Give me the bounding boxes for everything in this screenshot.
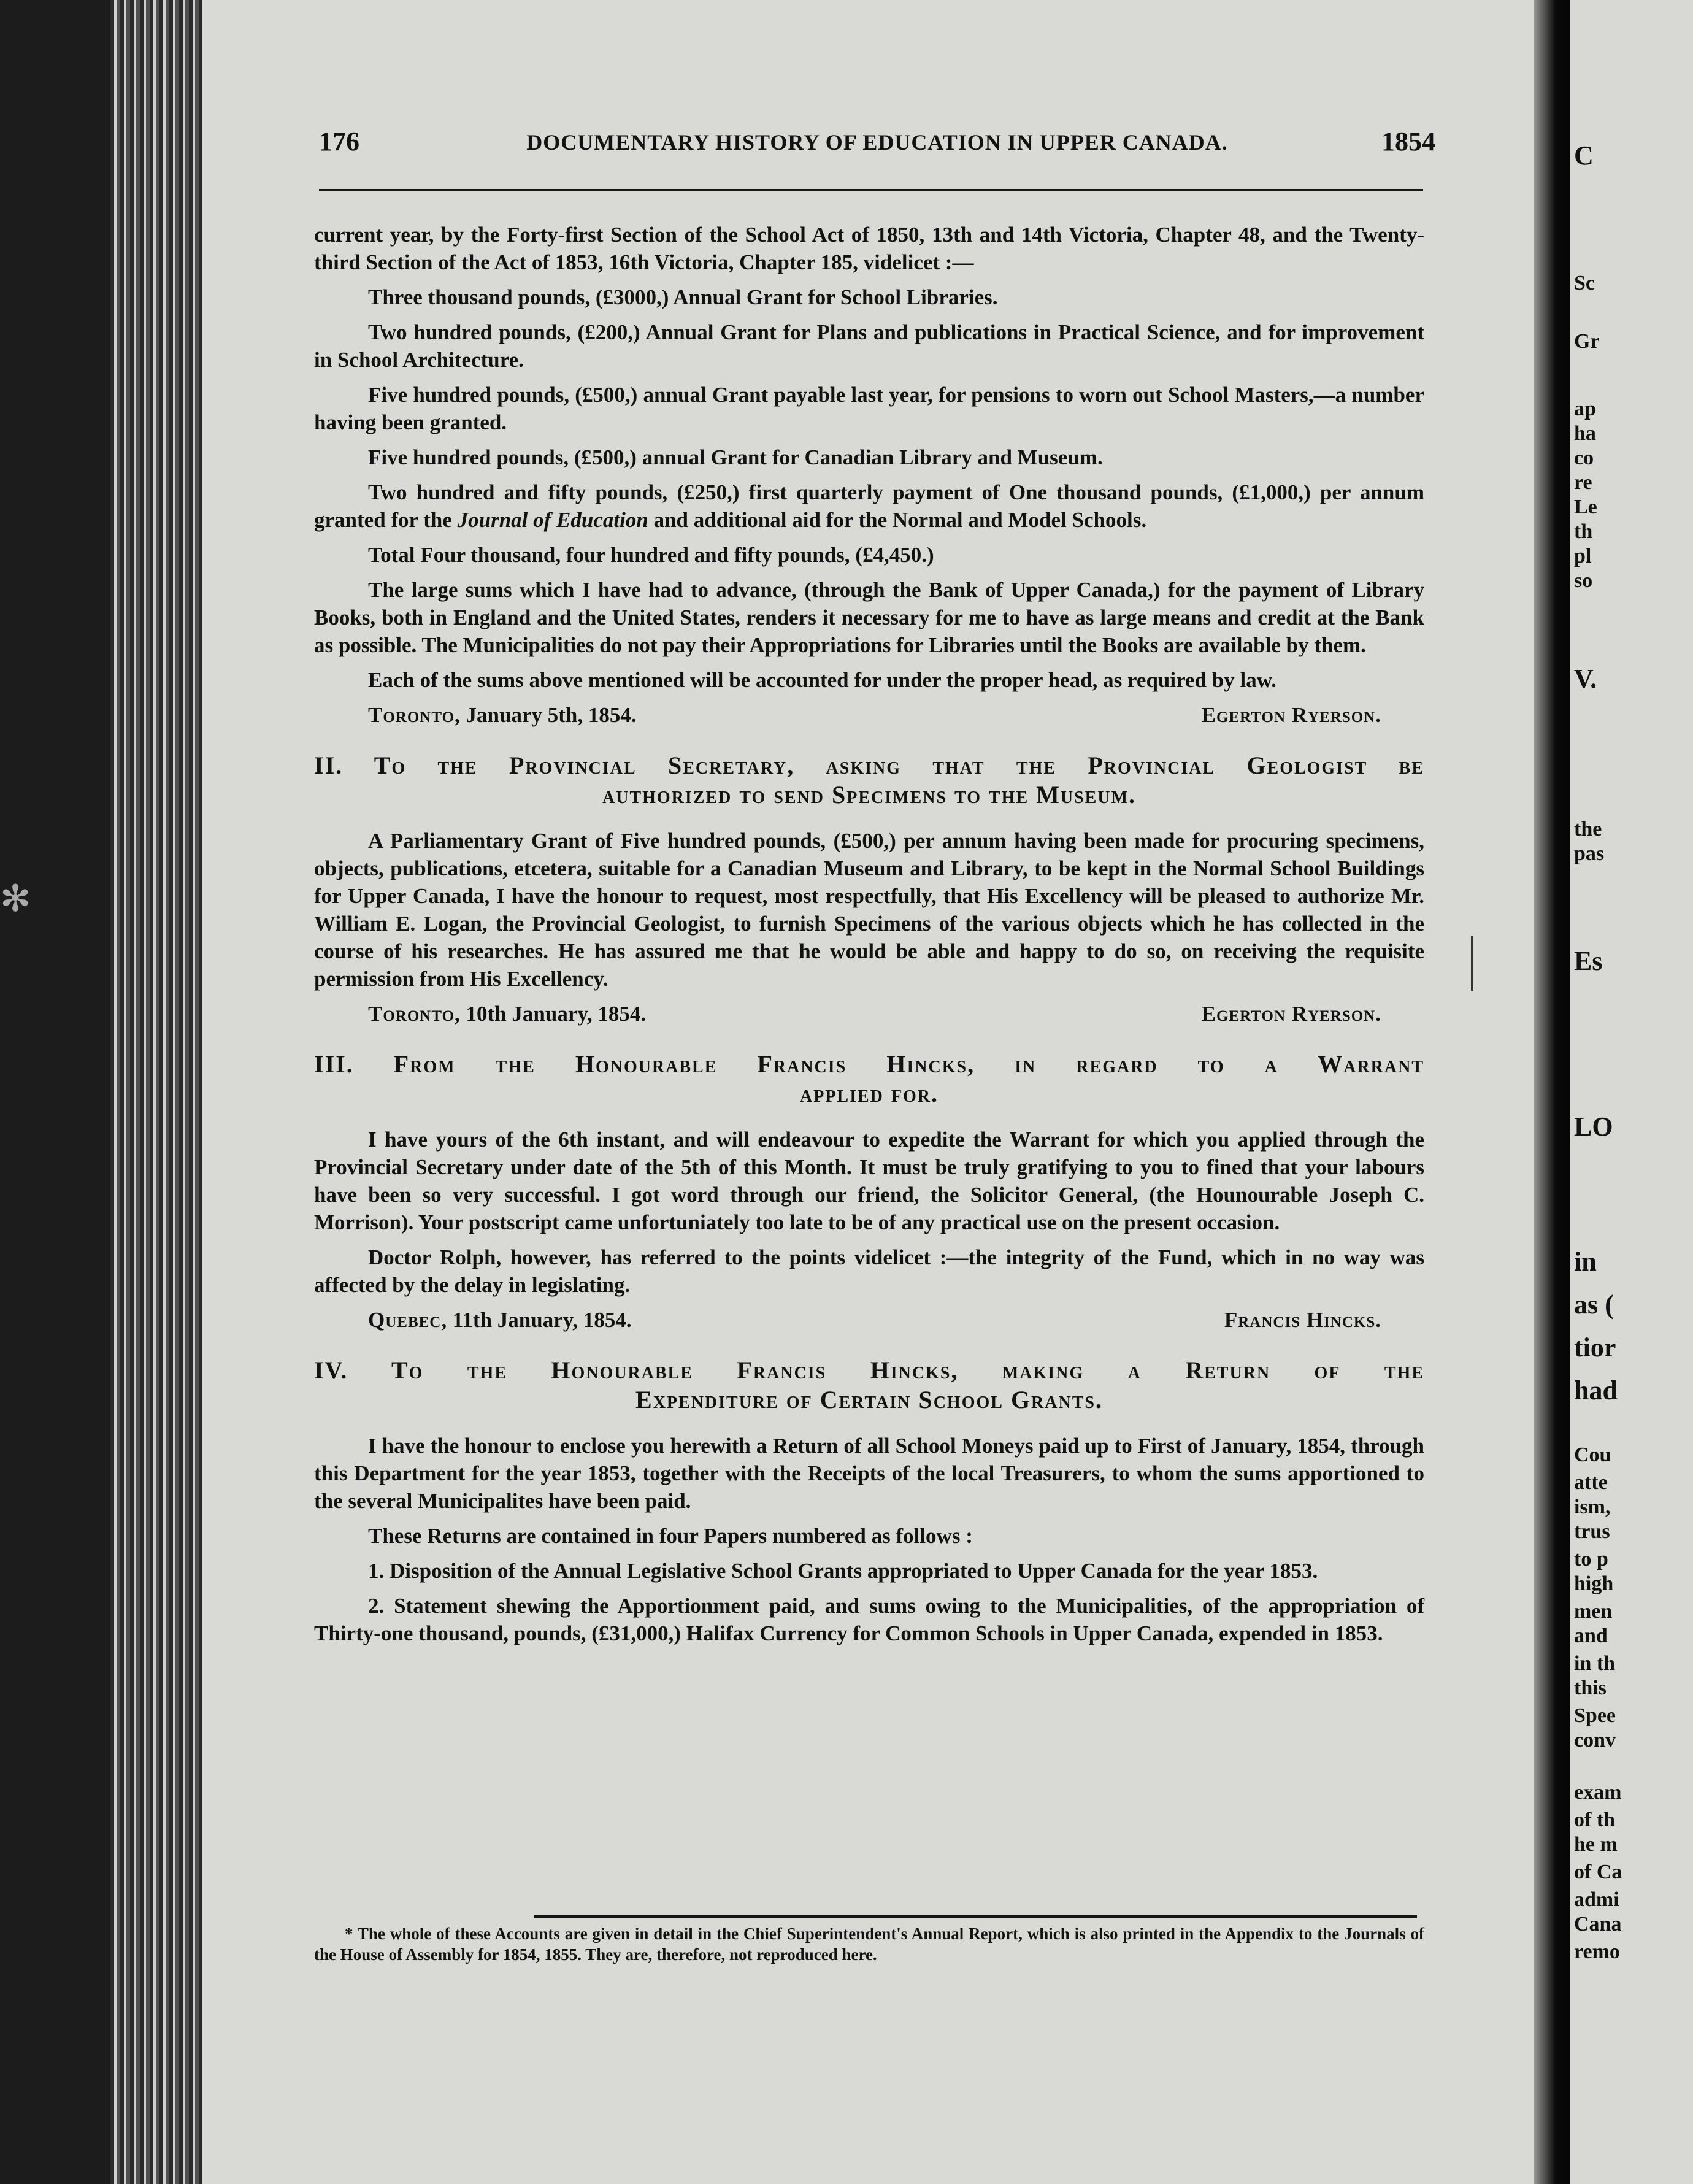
fragment-text: high bbox=[1574, 1572, 1614, 1595]
fragment-text: ha bbox=[1574, 422, 1596, 445]
fragment-text: trus bbox=[1574, 1520, 1610, 1543]
section-heading bbox=[314, 1050, 1424, 1109]
fragment-text: pl bbox=[1574, 545, 1592, 567]
journal-title: Journal of Education bbox=[457, 508, 648, 532]
page-number: 176 bbox=[319, 126, 359, 156]
paragraph: A Parliamentary Grant of Five hundred pounds, (£500,) per annum having been made for procuring specimens, objects, publications, etcetera, suitable for a Canadian Museum and Library, to be kept in the Normal School Buildings for Upper Canada, I have the honour to request, most respectfully, that His Excellency will be pleased to authorize Mr. William E. Logan, the Provincial Geologist, to furnish Specimens of the various objects which he has collected in the course of his researches. He has assured me that he would be able and happy to do so, on receiving the requisite permission from His Excellency. bbox=[314, 829, 1424, 991]
fragment-text: C bbox=[1574, 140, 1594, 171]
adjacent-page-fragment bbox=[1570, 0, 1693, 2184]
fragment-text: of Ca bbox=[1574, 1861, 1622, 1883]
text-run: Two hundred and fifty pounds, (£250,) first quarterly payment of One thousand pounds, (£1,000,) per annum granted for the bbox=[314, 480, 1424, 532]
fragment-text: ap bbox=[1574, 398, 1596, 420]
dateline bbox=[368, 1000, 646, 1028]
fragment-text: pas bbox=[1574, 842, 1605, 865]
text-run: and additional aid for the Normal and Model Schools. bbox=[648, 508, 1147, 532]
fragment-text: so bbox=[1574, 569, 1593, 592]
fragment-text: and bbox=[1574, 1625, 1608, 1647]
fragment-text: remo bbox=[1574, 1940, 1620, 1963]
paragraph: These Returns are contained in four Papers numbered as follows : bbox=[368, 1524, 973, 1548]
fragment-text: re bbox=[1574, 471, 1592, 494]
grant-item: Three thousand pounds, (£3000,) Annual Grant for School Libraries. bbox=[368, 285, 998, 309]
fragment-text: as ( bbox=[1574, 1290, 1614, 1320]
signatory: Egerton Ryerson. bbox=[1201, 1002, 1381, 1026]
fragment-text: Cana bbox=[1574, 1913, 1622, 1936]
grant-item: Five hundred pounds, (£500,) annual Grant payable last year, for pensions to worn out School Masters,—a number having been granted. bbox=[314, 383, 1424, 434]
heading-line: applied for. bbox=[800, 1080, 939, 1107]
list-item: 1. Disposition of the Annual Legislative School Grants appropriated to Upper Canada for the year 1853. bbox=[368, 1559, 1318, 1583]
fragment-text: V. bbox=[1574, 664, 1597, 694]
fragment-text: men bbox=[1574, 1600, 1613, 1623]
paragraph: Each of the sums above mentioned will be accounted for under the proper head, as required by law. bbox=[368, 668, 1276, 692]
heading-line: Expenditure of Certain School Grants. bbox=[635, 1386, 1103, 1413]
fragment-text: Sc bbox=[1574, 272, 1595, 294]
dateline bbox=[368, 1306, 632, 1334]
grant-total: Total Four thousand, four hundred and fifty pounds, (£4,450.) bbox=[368, 543, 934, 567]
fragment-text: tior bbox=[1574, 1332, 1616, 1363]
date: 11th January, 1854. bbox=[447, 1308, 632, 1332]
document-body bbox=[314, 221, 1424, 1655]
dateline bbox=[368, 701, 637, 729]
date: 10th January, 1854. bbox=[460, 1002, 647, 1026]
paragraph: The large sums which I have had to advance, (through the Bank of Upper Canada,) for the payment of Library Books, both in England and the United States, renders it necessary for me to have as large means and credit at the Bank as possible. The Municipalities do not pay their Appropriations for Libraries until the Books are available by them. bbox=[314, 578, 1424, 657]
fragment-text: LO bbox=[1574, 1112, 1613, 1142]
page-gutter bbox=[1534, 0, 1570, 2184]
fragment-text: th bbox=[1574, 520, 1593, 543]
place-name: Toronto, bbox=[368, 703, 461, 727]
fragment-text: the bbox=[1574, 818, 1602, 840]
signature-line bbox=[314, 1000, 1424, 1028]
fragment-text: co bbox=[1574, 447, 1594, 469]
signatory: Francis Hincks. bbox=[1224, 1308, 1381, 1332]
heading-line: III. From the Honourable Francis Hincks, in regard to a Warrant bbox=[314, 1050, 1424, 1078]
fragment-text: had bbox=[1574, 1375, 1618, 1405]
fragment-text: this bbox=[1574, 1677, 1607, 1699]
signature-line bbox=[314, 701, 1424, 729]
signature-line bbox=[314, 1306, 1424, 1334]
grant-item: Two hundred pounds, (£200,) Annual Grant for Plans and publications in Practical Science, and for improvement in School Architecture. bbox=[314, 320, 1424, 372]
fragment-text: ism, bbox=[1574, 1496, 1611, 1518]
header-rule bbox=[319, 189, 1423, 191]
fragment-text: in bbox=[1574, 1247, 1597, 1277]
fragment-text: admi bbox=[1574, 1888, 1619, 1911]
date: January 5th, 1854. bbox=[460, 703, 637, 727]
paragraph: current year, by the Forty-first Section of the School Act of 1850, 13th and 14th Victoria, Chapter 48, and the Twenty-third Section of the Act of 1853, 16th Victoria, Chapter 185, videlicet :— bbox=[314, 223, 1424, 274]
paragraph: I have the honour to enclose you herewith a Return of all School Moneys paid up to First of January, 1854, through this Department for the year 1853, together with the Receipts of the local Treasurers, to whom the sums apportioned to the several Municipalites have been paid. bbox=[314, 1434, 1424, 1513]
paragraph: I have yours of the 6th instant, and will endeavour to expedite the Warrant for which you applied through the Provincial Secretary under date of the 5th of this Month. It must be truly gratifying to you to fined that your labours have been so very successful. I got word through our friend, the Solicitor General, (the Hounourable Joseph C. Morrison). Your postscript came unfortuniately too late to be of any practical use on the present occasion. bbox=[314, 1128, 1424, 1234]
fragment-text: atte bbox=[1574, 1471, 1608, 1494]
list-item: 2. Statement shewing the Apportionment paid, and sums owing to the Municipalities, of the appropriation of Thirty-one thousand, pounds, (£31,000,) Halifax Currency for Common Schools in Upper Canada, expended in 1853. bbox=[314, 1594, 1424, 1645]
margin-mark bbox=[1471, 936, 1473, 991]
fragment-text: Spee bbox=[1574, 1704, 1616, 1727]
fragment-text: exam bbox=[1574, 1781, 1622, 1804]
fragment-text: Gr bbox=[1574, 330, 1600, 353]
fragment-text: Le bbox=[1574, 496, 1597, 518]
heading-line: authorized to send Specimens to the Museum. bbox=[602, 781, 1136, 809]
grant-item: Five hundred pounds, (£500,) annual Grant for Canadian Library and Museum. bbox=[368, 445, 1103, 469]
running-title: DOCUMENTARY HISTORY OF EDUCATION IN UPPER CANADA. bbox=[526, 130, 1228, 155]
fragment-text: in th bbox=[1574, 1652, 1616, 1675]
place-name: Quebec, bbox=[368, 1308, 448, 1332]
fragment-text: Cou bbox=[1574, 1444, 1611, 1466]
grant-item bbox=[314, 479, 1424, 534]
paragraph: Doctor Rolph, however, has referred to the points videlicet :—the integrity of the Fund, which in no way was affected by the delay in legislating. bbox=[314, 1245, 1424, 1297]
fragment-text: conv bbox=[1574, 1729, 1616, 1751]
fragment-text: Es bbox=[1574, 946, 1603, 976]
section-heading bbox=[314, 751, 1424, 810]
fragment-text: he m bbox=[1574, 1833, 1618, 1856]
fragment-text: to p bbox=[1574, 1548, 1608, 1571]
book-binding bbox=[110, 0, 202, 2184]
section-heading bbox=[314, 1356, 1424, 1415]
page-header bbox=[319, 126, 1435, 163]
footnote-text: * The whole of these Accounts are given in detail in the Chief Superintendent's Annual Report, which is also printed in the Appendix to the Journals of the House of Assembly for 1854, 1855. They are, therefore, not reproduced here. bbox=[314, 1924, 1424, 1964]
heading-line: IV. To the Honourable Francis Hincks, making a Return of the bbox=[314, 1356, 1424, 1384]
scan-blemish: ✻ bbox=[0, 879, 31, 919]
fragment-text: of th bbox=[1574, 1809, 1616, 1831]
footnote bbox=[314, 1923, 1424, 1965]
signatory: Egerton Ryerson. bbox=[1201, 703, 1381, 727]
header-year: 1854 bbox=[1381, 126, 1435, 156]
place-name: Toronto, bbox=[368, 1002, 461, 1026]
footnote-rule bbox=[534, 1915, 1417, 1918]
heading-line: II. To the Provincial Secretary, asking that the Provincial Geologist be bbox=[314, 752, 1424, 779]
